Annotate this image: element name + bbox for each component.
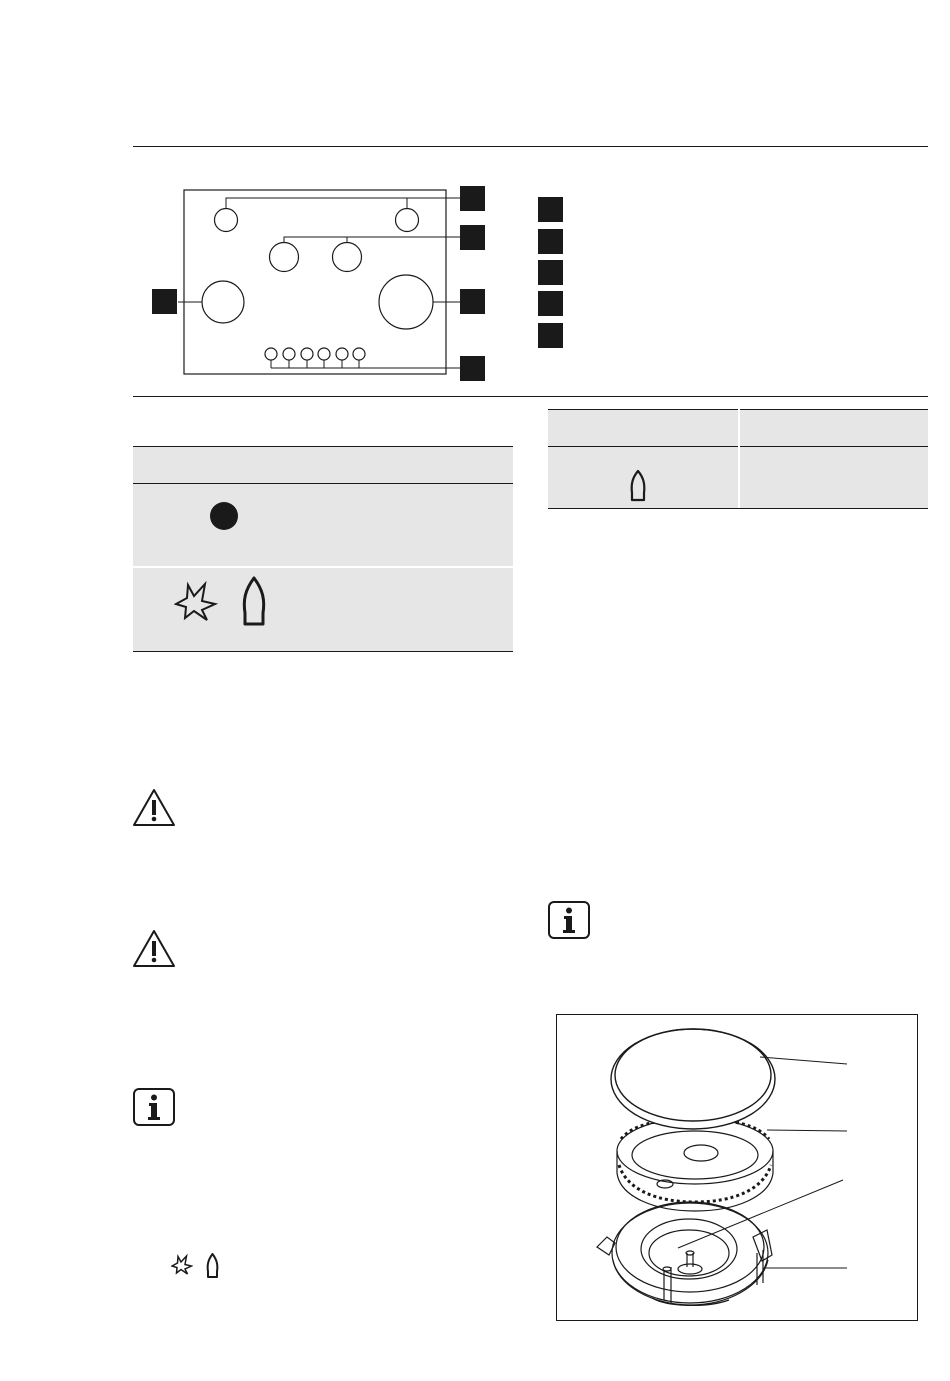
table-row-divider [133,566,513,568]
info-icon [132,1087,176,1127]
flame-icon [206,1253,219,1278]
warning-icon [131,928,177,970]
hob-callout-marker [460,289,485,314]
hob-callout-marker [152,289,177,314]
hob-diagram-drawing [145,180,495,385]
legend-marker [538,229,563,254]
flame-table [548,409,928,509]
section-rule [133,396,928,397]
burner-base [597,1202,772,1305]
hob-callout-marker [460,225,485,250]
legend-marker [538,197,563,222]
legend-marker [538,323,563,348]
table-bottom-rule [548,508,928,509]
legend-marker [538,291,563,316]
burner-illustration [556,1014,918,1321]
burner-cap [611,1029,775,1129]
flame-icon [241,576,267,626]
hob-callout-marker [460,186,485,211]
hob-callout-marker [460,356,485,381]
ignition-spark-icon [174,580,218,624]
knob-off-icon [209,501,239,531]
table-column-divider [738,409,740,509]
flame-icon [629,469,647,502]
table-bottom-rule [133,651,513,652]
burner-crown [617,1118,773,1211]
table-header-rule [133,483,513,484]
hob-diagram [145,180,495,385]
legend-marker [538,260,563,285]
table-top-rule [133,446,513,447]
top-rule [133,146,928,147]
info-icon [547,900,591,940]
burner-drawing [557,1015,917,1320]
ignition-spark-icon [171,1254,193,1276]
knob-symbol-table [133,446,513,652]
warning-icon [131,787,177,829]
